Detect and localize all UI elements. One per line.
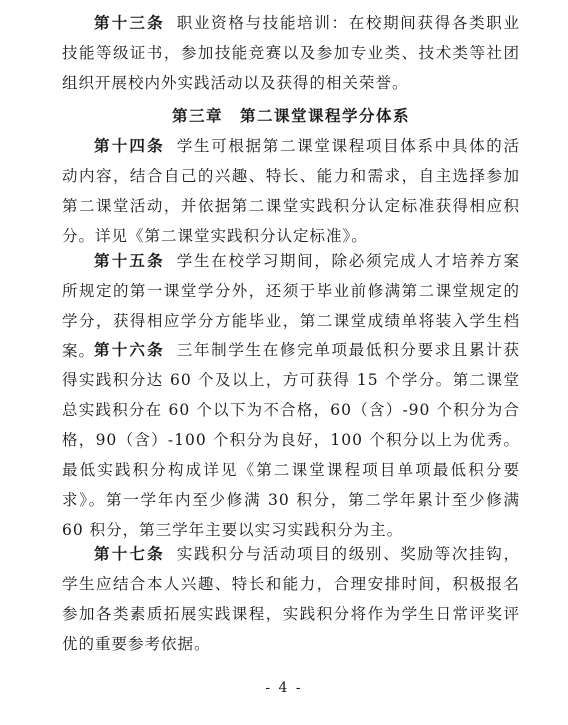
article-14 — [62, 131, 520, 251]
article-15-text: 学生在校学习期间，除必须完成人才培养方案所规定的第一课堂学分外，还须于毕业前修满第二课堂规定的学分，获得相应学分方能毕业，第二课堂成绩单将装入学生档案。 — [62, 252, 520, 360]
article-17-label: 第十七条 — [94, 545, 165, 563]
article-14-text: 学生可根据第二课堂课程项目体系中具体的活动内容，结合自己的兴趣、特长、能力和需求，自主选择参加第二课堂活动，并依据第二课堂实践积分认定标准获得相应积分。详见《第二课堂实践积分认定标准》。 — [62, 137, 520, 245]
chapter-3-title: 第三章 第二课堂课程学分体系 — [171, 107, 410, 125]
article-13 — [62, 8, 520, 98]
article-16 — [62, 335, 520, 545]
article-13-label: 第十三条 — [94, 14, 165, 32]
article-16-text: 三年制学生在修完单项最低积分要求且累计获得实践积分达 60 个及以上，方可获得 15 个学分。第二课堂总实践积分在 60 个以下为不合格，60（含）-90 个积分为合格，90（含）-100 个积分为良好，100 个积分以上为优秀。最低实践积分构成详见《第二课堂课程项目单项最低积分要求》。第一学年内至少修满 30 积分，第二学年累计至少修满 60 积分，第三学年主要以实习实践积分为主。 — [62, 341, 520, 539]
article-14-label: 第十四条 — [94, 137, 165, 155]
article-13-text: 职业资格与技能培训：在校期间获得各类职业技能等级证书，参加技能竞赛以及参加专业类、技术类等社团组织开展校内外实践活动以及获得的相关荣誉。 — [62, 14, 520, 92]
article-17 — [62, 539, 520, 659]
article-15-label: 第十五条 — [94, 252, 165, 270]
article-16-label: 第十六条 — [94, 341, 165, 359]
page-number: - 4 - — [265, 680, 303, 696]
article-17-text: 实践积分与活动项目的级别、奖励等次挂钩，学生应结合本人兴趣、特长和能力，合理安排时间，积极报名参加各类素质拓展实践课程，实践积分将作为学生日常评奖评优的重要参考依据。 — [62, 545, 520, 653]
